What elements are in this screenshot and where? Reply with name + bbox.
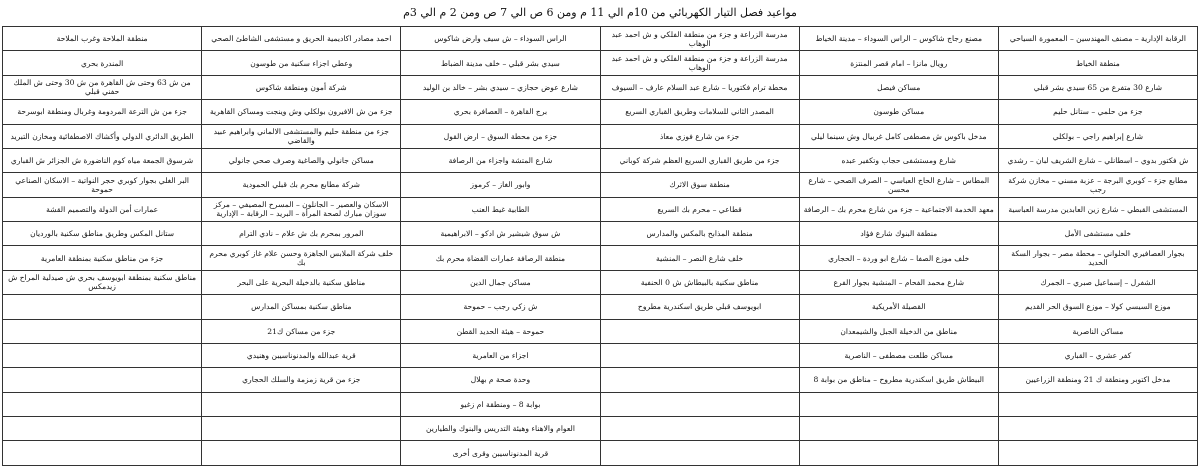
table-cell: مساكن جمال الدين [401, 270, 600, 294]
table-cell: موزع السيسي كولا – موزع السوق الحر القديم [998, 295, 1197, 319]
table-cell: جزء من ش الترعة المردومة وغربال ومنطقة ابوسرحة [3, 100, 202, 124]
table-cell: المرور بمحرم بك ش علام – نادي الترام [202, 222, 401, 246]
table-cell [799, 392, 998, 416]
table-cell: جزء من حلمي – ستانل حليم [998, 100, 1197, 124]
table-row [3, 51, 1198, 75]
table-row [3, 417, 1198, 441]
table-cell: شارع المتشة واجزاء من الرصافة [401, 148, 600, 172]
table-cell: من ش 63 وحتى ش القاهرة من ش 30 وحتى ش الملك حفني قبلي [3, 75, 202, 99]
table-cell [202, 392, 401, 416]
table-cell: شارع ومستشفى حجاب وتكفير عبده [799, 148, 998, 172]
table-cell: معهد الخدمة الاجتماعية – جزء من شارع محرم بك – الرصافة [799, 197, 998, 221]
table-cell: خلف شارع النصر – المنشية [600, 246, 799, 270]
table-cell: ش سوق شيشير ش ادكو – الابراهيمية [401, 222, 600, 246]
table-cell: المطاس – شارع الحاج العباسي – الصرف الصحي – شارع محسن [799, 173, 998, 197]
table-row [3, 319, 1198, 343]
table-cell [600, 417, 799, 441]
table-cell: المستشفى القبطي – شارع زين العابدين مدرسة العباسية [998, 197, 1197, 221]
table-cell: ش فكتور بدوي – اسطانلي – شارع الشريف لبان – رشدي [998, 148, 1197, 172]
table-cell [202, 417, 401, 441]
table-cell: الطريق الدائري الدولي وأكشاك الاصطفائية ومخازن التبريد [3, 124, 202, 148]
table-cell: البيطاش طريق اسكندرية مطروح – مناطق من بوابة 8 [799, 368, 998, 392]
table-cell [3, 417, 202, 441]
table-cell: اجزاء من العامرية [401, 343, 600, 367]
table-cell [202, 441, 401, 465]
table-row [3, 75, 1198, 99]
table-cell: مناطق سكنية بالدخيلة البحرية على البحر [202, 270, 401, 294]
table-cell: ستانل المكس وطريق مناطق سكنية بالوردیان [3, 222, 202, 246]
table-row [3, 27, 1198, 51]
table-cell: منطقة المذابح بالمكس والمدارس [600, 222, 799, 246]
table-cell: قطاعي – محرم بك السريع [600, 197, 799, 221]
table-cell: منطقة الملاحة وغرب الملاحة [3, 27, 202, 51]
table-cell: مساكن طلعت مصطفى – الناصرية [799, 343, 998, 367]
table-cell: وحدة صحة م بهلال [401, 368, 600, 392]
table-cell: مدخل باكوس ش مصطفى كامل غربيال وش سينما ليلي [799, 124, 998, 148]
table-body [3, 27, 1198, 466]
table-cell [3, 295, 202, 319]
table-cell: مناطق سكنية بمنطقة ابويوسف بحري ش صيدلية المراح ش زيدمكس [3, 270, 202, 294]
table-cell: بجوار العصافيري الحلواني – محطة مصر – بجوار السكة الحديد [998, 246, 1197, 270]
table-cell: مصنع رجاج شاكوس – الراس السوداء – مدينة الخياط [799, 27, 998, 51]
table-cell: الاسكان والعصير – الجانلون – المسرح المصيفي – مركز سوزان مبارك لصحة المرأة – البريد – الرقابة – الإدارية [202, 197, 401, 221]
table-cell: مدرسة الزراعة و جزء من منطقة الفلكي و ش احمد عبد الوهاب [600, 27, 799, 51]
table-cell: قرية المدنوناسيبن وقرى أخرى [401, 441, 600, 465]
table-cell: ابويوسف قبلي طريق اسكندرية مطروح [600, 295, 799, 319]
table-cell [600, 319, 799, 343]
table-cell: الطابية غيط العنب [401, 197, 600, 221]
table-cell: خلف شركة الملابس الجاهزة وحسن علام غاز كوبري محرم بك [202, 246, 401, 270]
table-cell: شارع 30 متفرع من 65 سيدي بشر قبلي [998, 75, 1197, 99]
table-cell: مناطق سكنية بالبيطاش ش 0 الحنفية [600, 270, 799, 294]
table-cell [998, 392, 1197, 416]
table-cell: مناطق من الدخيلة الجبل والشيمعدان [799, 319, 998, 343]
table-row [3, 246, 1198, 270]
table-cell: ش زكي رجب – حموحة [401, 295, 600, 319]
table-cell: مطابع جزء – كوبري البرجة – عزبة مسني – مخازن شركة رجب [998, 173, 1197, 197]
table-cell: جزء من طريق القباري السريع العظم شركة كوباني [600, 148, 799, 172]
table-cell: الرقابة الإدارية – مصنف المهندسين – المعمورة السياحي [998, 27, 1197, 51]
table-cell: مساكن الناصرية [998, 319, 1197, 343]
table-cell [998, 417, 1197, 441]
table-cell [3, 392, 202, 416]
table-cell: جزء من قرية زمزمة والسلك الحجاري [202, 368, 401, 392]
table-row [3, 148, 1198, 172]
table-cell: خلف موزع الصفا – شارع ابو وردة – الحجاري [799, 246, 998, 270]
table-cell: برج القاهرة – العصافرة بحري [401, 100, 600, 124]
table-row [3, 392, 1198, 416]
table-cell [799, 417, 998, 441]
table-row [3, 124, 1198, 148]
table-cell [600, 392, 799, 416]
table-cell: قرية عبدالله والمدنوناسيبن وهنيدي [202, 343, 401, 367]
table-cell: المندرة بحري [3, 51, 202, 75]
table-cell [600, 441, 799, 465]
table-cell [600, 343, 799, 367]
table-cell: مدرسة الزراعة و جزء من منطقة الفلكي و ش احمد عبد الوهاب [600, 51, 799, 75]
table-row [3, 173, 1198, 197]
table-cell: القصيلة الأمريكية [799, 295, 998, 319]
table-cell: منطقة سوق الاثرك [600, 173, 799, 197]
table-cell: مناطق سكنية بمساكن المدارس [202, 295, 401, 319]
table-cell: الشفرل – إسماعيل صبري – الجمرك [998, 270, 1197, 294]
table-cell: سيدي بشر قبلي – خلف مدينة الضباط [401, 51, 600, 75]
table-cell: شارع عوض حجازي – سيدي بشر – خالد بن الوليد [401, 75, 600, 99]
table-cell: الراس السوداء – ش سيف وارض شاكوس [401, 27, 600, 51]
table-row [3, 222, 1198, 246]
table-cell: احمد مصادر اكاديمية الحريق و مستشفى الشاطئ الصحي [202, 27, 401, 51]
table-cell: محطة ترام فكتوريا – شارع عبد السلام عارف – السيوف [600, 75, 799, 99]
table-cell: شركة أمون ومنطقة شاكوس [202, 75, 401, 99]
table-cell: منطقة الخياط [998, 51, 1197, 75]
table-cell [600, 368, 799, 392]
table-cell: البر الغلي بجوار كوبري حجر النواتية – الاسكان الصناعي حموحة [3, 173, 202, 197]
table-cell: عمارات أمن الدولة والتصميم القشة [3, 197, 202, 221]
table-cell: مساكن فيصل [799, 75, 998, 99]
table-row [3, 343, 1198, 367]
table-row [3, 197, 1198, 221]
table-cell: كفر عشري – القباري [998, 343, 1197, 367]
table-cell: منطقة الرصافة عمارات القضاة محرم بك [401, 246, 600, 270]
table-cell: شركة مطابع محرم بك قبلي الحمودية [202, 173, 401, 197]
table-cell: جزء من ش الافيرون بولكلي وش وينجت ومساكن القاهرية [202, 100, 401, 124]
table-cell: رويال مانزا – امام قصر المنتزة [799, 51, 998, 75]
table-cell: وعطي اجزاء سكنية من طوسون [202, 51, 401, 75]
table-cell: جزء من شارع فوزي معاذ [600, 124, 799, 148]
table-row [3, 270, 1198, 294]
table-cell: حموحة – هيئة الحديد القطن [401, 319, 600, 343]
table-cell: بوابة 8 – ومنطقة ام زغيو [401, 392, 600, 416]
table-cell: شارع إبراهيم راجي – بولكلي [998, 124, 1197, 148]
table-cell [3, 441, 202, 465]
table-cell [3, 368, 202, 392]
table-cell: شارع محمد الفحام – المنشية بجوار الفرع [799, 270, 998, 294]
table-cell: جزء من مناطق سكنية بمنطقة العامرية [3, 246, 202, 270]
table-row [3, 441, 1198, 465]
table-cell: خلف مستشفى الأمل [998, 222, 1197, 246]
table-row [3, 368, 1198, 392]
table-cell [3, 319, 202, 343]
table-cell: مدخل اكتوبر ومنطقة ك 21 ومنطقة الزراعيين [998, 368, 1197, 392]
table-cell: مساكن جانولي والصاغية وصرف صحي جانولي [202, 148, 401, 172]
table-cell: جزء من محطة السوق – ارض القول [401, 124, 600, 148]
table-cell: جزء من منطقة حليم والمستشفى الالماني وابراهيم عبيد والقاضي [202, 124, 401, 148]
table-cell: وابور الغاز – كرموز [401, 173, 600, 197]
table-cell [998, 441, 1197, 465]
outage-schedule-table [2, 26, 1198, 466]
table-row [3, 100, 1198, 124]
schedule-title: مواعيد فصل التيار الكهربائي من 10م الي 11 م ومن 6 ص الي 7 ص ومن 2 م الي 3م [403, 6, 797, 19]
table-cell [3, 343, 202, 367]
table-cell [799, 441, 998, 465]
table-cell: منطقة البنوك شارع فؤاد [799, 222, 998, 246]
table-cell: جزء من مساكن ك21 [202, 319, 401, 343]
table-cell: شرسوق الجمعة مياه كوم الناضورة ش الجزائر ش القباري [3, 148, 202, 172]
table-cell: العوام والاهناء وهيئة التدريس والبنوك والطيارين [401, 417, 600, 441]
table-row [3, 295, 1198, 319]
table-cell: المصدر الثاني للسلامات وطريق القباري السريع [600, 100, 799, 124]
table-cell: مساكن طوسون [799, 100, 998, 124]
